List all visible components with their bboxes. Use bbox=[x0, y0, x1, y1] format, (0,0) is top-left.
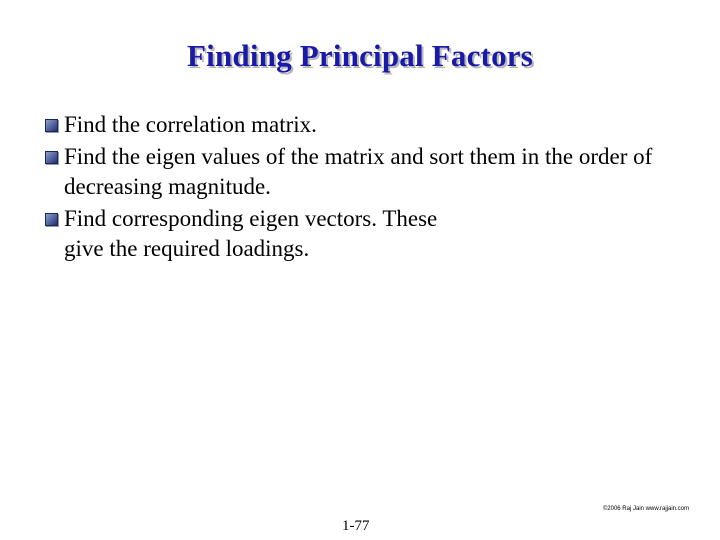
square-bullet-icon bbox=[45, 213, 58, 226]
bullet-text: Find the eigen values of the matrix and sort them in the order of decreasing magnitude. bbox=[64, 144, 653, 199]
slide-title: Finding Principal Factors bbox=[187, 38, 533, 73]
square-bullet-icon bbox=[45, 119, 58, 132]
bullet-item bbox=[48, 204, 698, 264]
square-bullet-icon bbox=[45, 151, 58, 164]
bullet-list bbox=[48, 110, 698, 266]
bullet-text: Find the correlation matrix. bbox=[64, 112, 317, 137]
bullet-item bbox=[48, 110, 698, 140]
copyright-notice: ©2006 Raj Jain www.rajjain.com bbox=[602, 506, 689, 512]
bullet-text: Find corresponding eigen vectors. These give the required loadings. bbox=[64, 206, 438, 261]
page-number: 1-77 bbox=[342, 518, 370, 534]
bullet-item bbox=[48, 142, 698, 202]
